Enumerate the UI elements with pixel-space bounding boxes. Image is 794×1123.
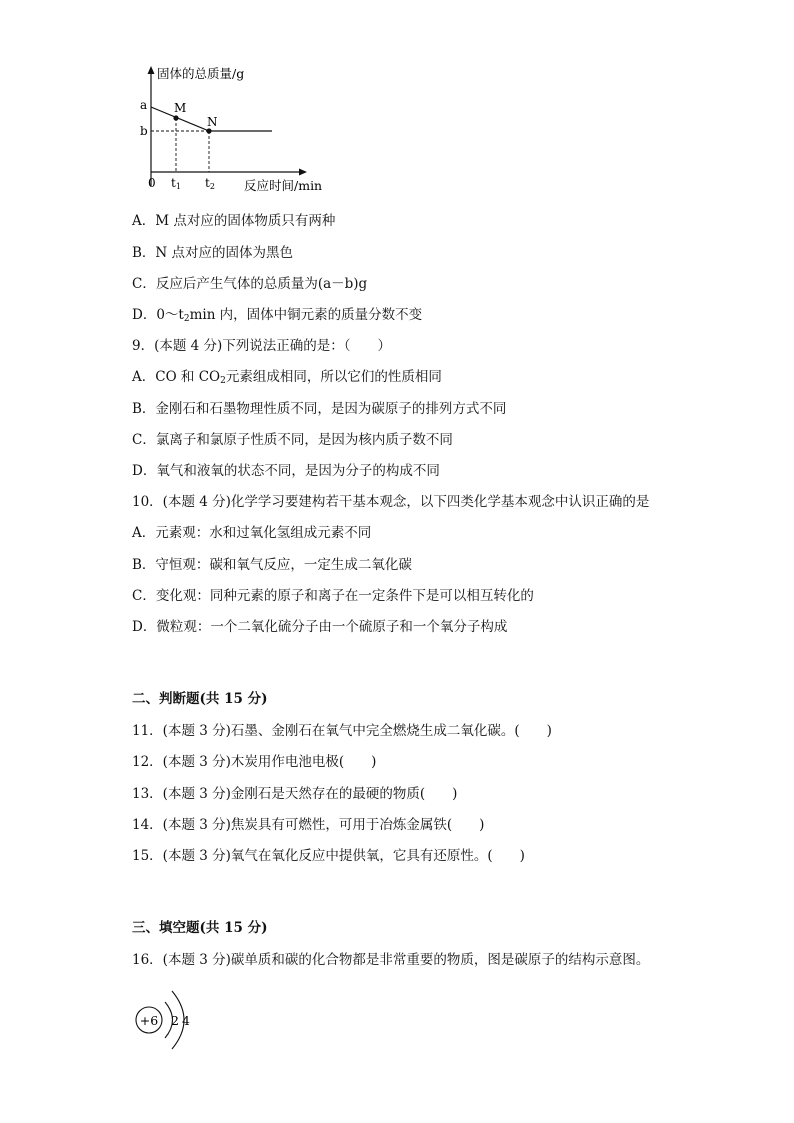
q8-d-pre: D．0～t	[132, 307, 184, 323]
graph-t1-sub: 1	[175, 182, 181, 191]
q11: 11．(本题 3 分)石墨、金刚石在氧气中完全燃烧生成二氧化碳。( )	[132, 723, 552, 739]
y-axis-arrow	[148, 66, 155, 74]
q10-stem: 10．(本题 4 分)化学学习要建构若干基本观念，以下四类化学基本观念中认识正确的是	[132, 494, 650, 510]
q10-option-a: A．元素观：水和过氧化氢组成元素不同	[132, 525, 372, 541]
graph-t2-sub: 2	[209, 182, 215, 191]
q12: 12．(本题 3 分)木炭用作电池电极( )	[132, 754, 377, 770]
q8-d-post: min 内，固体中铜元素的质量分数不变	[189, 307, 423, 323]
point-m-dot	[173, 115, 178, 120]
x-axis-arrow	[299, 169, 307, 176]
q8-option-b: B．N 点对应的固体为黑色	[132, 245, 294, 261]
nucleus-charge: +6	[139, 1013, 159, 1028]
q9-a-post: 元素组成相同，所以它们的性质相同	[225, 369, 442, 385]
graph-t2: t	[205, 176, 210, 190]
svg-text:t1	[171, 176, 181, 191]
q10-option-c: C．变化观：同种元素的原子和离子在一定条件下是可以相互转化的	[132, 588, 534, 604]
carbon-atom-diagram	[128, 985, 208, 1055]
q8-option-a: A．M 点对应的固体物质只有两种	[132, 213, 336, 229]
point-n-dot	[206, 128, 211, 133]
q8-option-d	[132, 306, 422, 328]
shell-1-electrons: 2	[171, 1013, 179, 1028]
q10-option-b: B．守恒观：碳和氧气反应，一定生成二氧化碳	[132, 557, 412, 573]
q13: 13．(本题 3 分)金刚石是天然存在的最硬的物质( )	[132, 786, 458, 802]
q9-option-b: B．金刚石和石墨物理性质不同，是因为碳原子的排列方式不同	[132, 401, 507, 417]
q9-a-sub: 2	[220, 376, 226, 386]
q9-option-a	[132, 368, 442, 390]
graph-y-a: a	[140, 98, 148, 112]
q8-d-sub: 2	[183, 314, 190, 324]
graph-xlabel: 反应时间/min	[244, 178, 323, 193]
q9-stem: 9．(本题 4 分)下列说法正确的是：（ ）	[132, 338, 392, 354]
graph-point-m: M	[174, 101, 187, 115]
shell-2-electrons: 4	[182, 1013, 190, 1028]
graph-ylabel: 固体的总质量/g	[157, 66, 245, 81]
q16-stem: 16．(本题 3 分)碳单质和碳的化合物都是非常重要的物质，图是碳原子的结构示意图。	[132, 952, 650, 968]
svg-text:t2	[205, 176, 215, 191]
mass-time-graph	[135, 60, 335, 200]
q8-option-c: C．反应后产生气体的总质量为(a－b)g	[132, 276, 368, 292]
graph-origin: 0	[148, 176, 156, 190]
q9-option-c: C．氯离子和氯原子性质不同，是因为核内质子数不同	[132, 432, 453, 448]
q9-a-pre: A．CO 和 CO	[132, 369, 221, 385]
section2-title: 二、判断题(共 15 分)	[132, 691, 268, 707]
q10-option-d: D．微粒观：一个二氧化硫分子由一个硫原子和一个氧分子构成	[132, 619, 508, 635]
graph-t1: t	[171, 176, 176, 190]
q14: 14．(本题 3 分)焦炭具有可燃性，可用于冶炼金属铁( )	[132, 817, 485, 833]
q9-option-d: D．氧气和液氧的状态不同，是因为分子的构成不同	[132, 463, 440, 479]
q15: 15．(本题 3 分)氧气在氧化反应中提供氧，它具有还原性。( )	[132, 848, 525, 864]
graph-y-b: b	[140, 124, 148, 138]
graph-point-n: N	[207, 115, 218, 129]
section3-title: 三、填空题(共 15 分)	[132, 920, 268, 936]
